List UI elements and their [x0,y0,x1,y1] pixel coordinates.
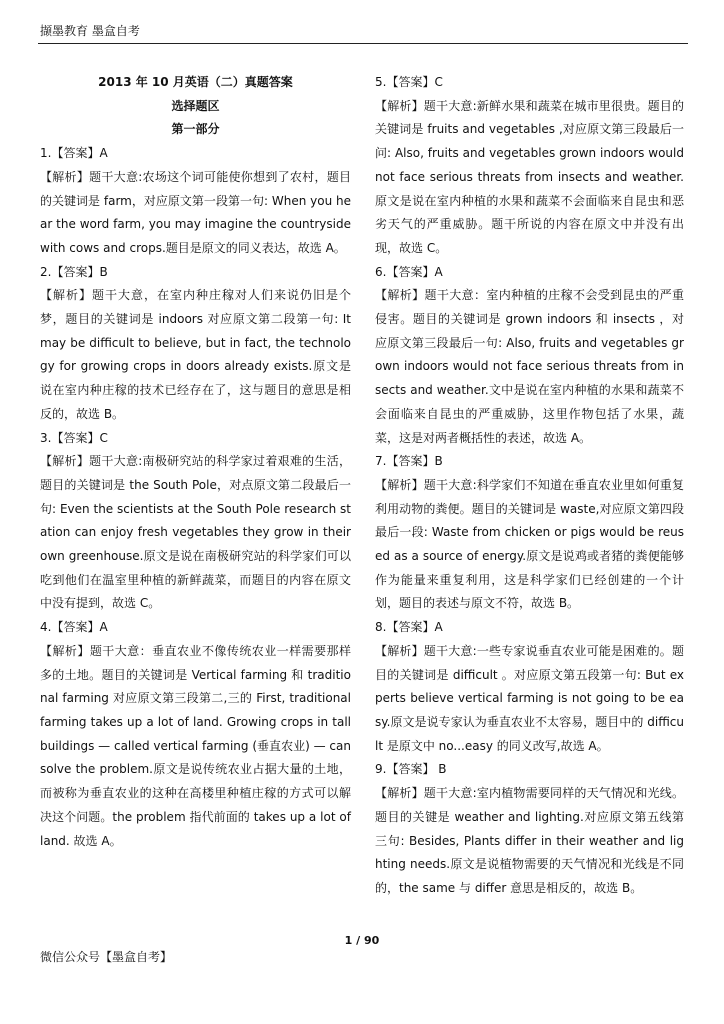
answer-6: 6.【答案】A [375,264,443,279]
page-header: 撷墨教育 墨盒自考 [40,24,140,38]
part-title: 第一部分 [171,122,220,137]
analysis-7: 【解析】题干大意:科学家们不知道在垂直农业里如何重复利用动物的粪便。题目的关键词是 waste,对应原文第四段最后一段: Waste from chicken or pigs would be reused as a source of energy.原文是说鸡或者猪的粪便能够作为能量来重复利用，这是科学家们已经创建的一个计划，题目的表述与原文不符，故选 B。 [375,477,684,611]
answer-9: 9.【答案】 B [375,762,447,777]
analysis-1: 【解析】题干大意:农场这个词可能使你想到了农村，题目的关键词是 farm，对应原文第一段第一句: When you hear the word farm, you may imagine the countryside with cows and crops.题目是原文的同义表达，故选 A。 [40,169,351,255]
analysis-6: 【解析】题干大意：室内种植的庄稼不会受到昆虫的严重侵害。题目的关键词是 grown indoors 和 insects ，对应原文第三段最后一句: Also, fruits and vegetables grown indoors would not face serious threats from insects and weather.文中是说在室内种植的水果和蔬菜不会面临来自昆虫的严重威胁，这里作物包括了水果，蔬菜，这是对两者概括性的表述，故选 A。 [375,288,684,445]
analysis-2: 【解析】题干大意，在室内种庄稼对人们来说仍旧是个梦，题目的关键词是 indoors 对应原文第二段第一句: It may be difficult to believe, but in fact, the technology for growing crops in doors already exists.原文是说在室内种庄稼的技术已经存在了，这与题目的意思是相反的，故选 B。 [40,288,351,421]
header-divider [38,43,688,44]
analysis-8: 【解析】题干大意:一些专家说垂直农业可能是困难的。题目的关键词是 difficult 。对应原文第五段第一句: But experts believe vertical farming is not going to be easy.原文是说专家认为垂直农业不太容易，题目中的 difficult 是原文中 no...easy 的同义改写,故选 A。 [375,643,684,753]
left-column [40,71,351,853]
right-column [375,71,684,901]
page-footer: 微信公众号【墨盒自考】 [40,950,173,964]
analysis-4: 【解析】题干大意：垂直农业不像传统农业一样需要那样多的土地。题目的关键词是 Vertical farming 和 traditional farming 对应原文第三段第二,三的 First, traditional farming takes up a lot of land. Growing crops in tall buildings — called vertical farming (垂直农业) — can solve the problem.原文是说传统农业占据大量的土地，而被称为垂直农业的这种在高楼里种植庄稼的方式可以解决这个问题。the problem 指代前面的 takes up a lot of land. 故选 A。 [40,643,351,848]
section-title: 选择题区 [171,98,220,113]
answer-7: 7.【答案】B [375,454,443,469]
analysis-9: 【解析】题干大意:室内植物需要同样的天气情况和光线。题目的关键是 weather and lighting.对应原文第五线第三句: Besides, Plants differ in their weather and lighting needs.原文是说植物需要的天气情况和光线是不同的，the same 与 differ 意思是相反的，故选 B。 [375,786,684,895]
analysis-3: 【解析】题干大意:南极研究站的科学家过着艰难的生活，题目的关键词是 the South Pole，对点原文第二段最后一句: Even the scientists at the South Pole research station can enjoy fresh vegetables they grow in their own greenhouse.原文是说在南极研究站的科学家们可以吃到他们在温室里种植的新鲜蔬菜，而题目的内容在原文中没有提到，故选 C。 [40,454,351,611]
answer-4: 4.【答案】A [40,620,108,635]
answer-2: 2.【答案】B [40,264,108,279]
answer-8: 8.【答案】A [375,620,443,635]
document-title: 2013 年 10 月英语（二）真题答案 [98,75,293,89]
page-number: 1 / 90 [344,934,380,947]
analysis-5: 【解析】题干大意:新鲜水果和蔬菜在城市里很贵。题目的关键词是 fruits and vegetables ,对应原文第三段最后一问: Also, fruits and vegetables grown indoors would not face serious threats from insects and weather.原文是说在室内种植的水果和蔬菜不会面临来自昆虫和恶劣天气的严重威胁。题干所说的内容在原文中并没有出现，故选 C。 [375,98,684,255]
answer-5: 5.【答案】C [375,75,443,89]
answer-1: 1.【答案】A [40,146,108,161]
answer-3: 3.【答案】C [40,430,108,445]
